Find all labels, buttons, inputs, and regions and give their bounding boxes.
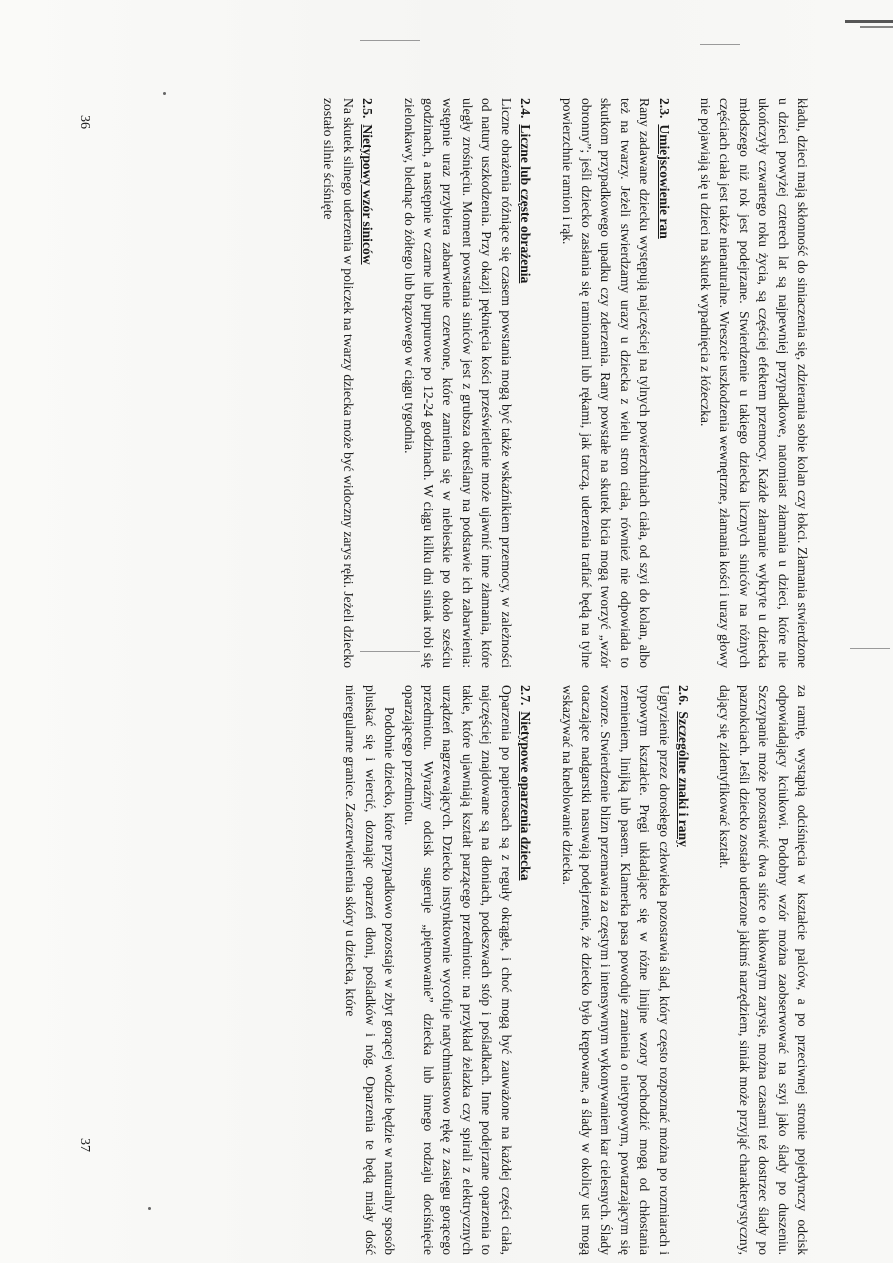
section-title: Nietypowy wzór siniców [360,124,376,265]
section-number: 2.6. [675,685,691,706]
scan-edge-mark [845,20,893,23]
section-heading-2-5 [358,98,377,668]
section-title: Szczególne znaki i rany [675,711,691,847]
paragraph: Oparzenia po papierosach są z reguły okrągłe, i choć mogą być zauważone na każdej części ciała, najczęściej znajdowane są na dłoniach, podeszwach stóp i pośladkach. Inne podejrzane oparzenia to takie, które ujawniają kształt parzącego przedmiotu: na przykład żelazka czy spirali z elektrycznych urządzeń nagrzewających. Dziecko instynktownie wycofuje natychmiastowo rękę z zasięgu gorącego przedmiotu. Wyraźny odcisk sugeruje „piętnowanie” dziecka lub innego rodzaju dociśnięcie oparzającego przedmiotu. [401,685,514,1255]
paragraph: za ramię, wystąpią odciśnięcia w kształcie palców, a po przeciwnej stronie pojedynczy odcisk odpowiadający kciukowi. Podobny wzór można zaobserwować na szyi jako ślady po duszeniu. Szczypanie może pozostawić dwa sińce o łukowatym zarysie, można czasami też dostrzec ślady po paznokciach. Jeśli dziecko zostało uderzone jakimś narzędziem, siniak może przyjąć charakterystyczny, dający się zidentyfikować kształt. [717,685,810,1255]
scan-speck [148,1207,151,1210]
paragraph: Ugryzienie przez dorosłego człowieka pozostawia ślad, który często rozpoznać można po rozmiarach i typowym kształcie. Pręgi układające się w różne linijne wzory pochodzić mogą od chłostania rzemieniem, linijką lub pasem. Klamerka pasa powoduje zranienia o nietypowym, powtarzającym się wzorze. Stwierdzenie blizn przemawia za częstym i intensywnym wykonywaniem kar cielesnych. Ślady otaczające nadgarstki nasuwają podejrzenie, że dziecko było krępowane, a ślady w okolicy ust mogą wskazywać na kneblowanie dziecka. [559,685,672,1255]
page-number: 36 [77,115,92,129]
section-number: 2.7. [518,685,534,706]
scan-artifact [700,44,740,45]
section-title: Nietypowe oparzenia dziecka [518,711,534,881]
paragraph: Rany zadawane dziecku występują najczęściej na tylnych powierzchniach ciała, od szyi do kolan, albo też na twarzy. Jeżeli stwierdzamy urazy u dziecka z wielu stron ciała, również nie odpowiada to skutkom przypadkowego upadku czy zderzenia. Rany powstałe na skutek bicia mogą tworzyć „wzór obronny”; jeśli dziecko zasłania się ramionami lub rękami, jak tarczą, uderzenia trafiać będą na tylne powierzchnie ramion i rąk. [559,98,653,668]
section-number: 2.3. [656,98,672,119]
page-36 [319,98,812,668]
scan-speck [163,92,166,95]
section-heading-2-7 [516,685,535,1255]
paragraph: Liczne obrażenia różniące się czasem powstania mogą być także wskaźnikiem przemocy, w zależności od natury uszkodzenia. Przy okazji pęknięcia kości prześwietlenie może ujawnić inne złamania, które uległy zrośnięciu. Moment powstania siniców jest z grubsza określany na podstawie ich zabarwienia: wstępnie uraz przybiera zabarwienie czerwone, które zamienia się w niebieskie po około sześciu godzinach, a następnie w czarne lub purpurowe po 12-24 godzinach. W ciągu kilku dni siniak robi się zielonkawy, blednąc do żółtego lub brązowego w ciągu tygodnia. [401,98,514,668]
page-number: 37 [77,1138,92,1152]
page-37 [341,685,812,1255]
section-heading-2-3 [654,98,673,668]
section-title: Liczne lub częste obrażenia [518,124,534,284]
section-heading-2-6 [674,685,693,1255]
section-number: 2.5. [360,98,376,119]
scan-edge-mark [860,26,893,28]
section-title: Umiejscowienie ran [656,124,672,239]
section-heading-2-4 [516,98,535,668]
paragraph: Na skutek silnego uderzenia w policzek na twarzy dziecka może być widoczny zarys ręki. Jeżeli dziecko zostało silnie ściśnięte [321,98,356,668]
scan-artifact [360,40,420,41]
scan-artifact [850,648,890,649]
paragraph: kładu, dzieci mają skłonność do siniaczenia się, zdzierania sobie kolan czy łokci. Złamania stwierdzone u dzieci powyżej czterech lat są najpewniej przypadkowe, natomiast złamania u dzieci, które nie ukończyły czwartego roku życia, są częściej efektem przemocy. Każde złamanie wykryte u dziecka młodszego niż rok jest podejrzane. Stwierdzenie u takiego dziecka licznych siniców na różnych częściach ciała jest także nienaturalne. Wreszcie uszkodzenia wewnętrzne, złamania kości i urazy głowy nie pojawiają się u dzieci na skutek wypadnięcia z łóżeczka. [697,98,810,668]
section-number: 2.4. [518,98,534,119]
paragraph: Podobnie dziecko, które przypadkowo pozostaje w zbyt gorącej wodzie będzie w naturalny sposób pluskać się i wiercić, doznając oparzeń dłoni, pośladków i nóg. Oparzenia te będą miały dość nieregularne granice. Zaczerwienienia skóry u dziecka, które [343,685,398,1255]
